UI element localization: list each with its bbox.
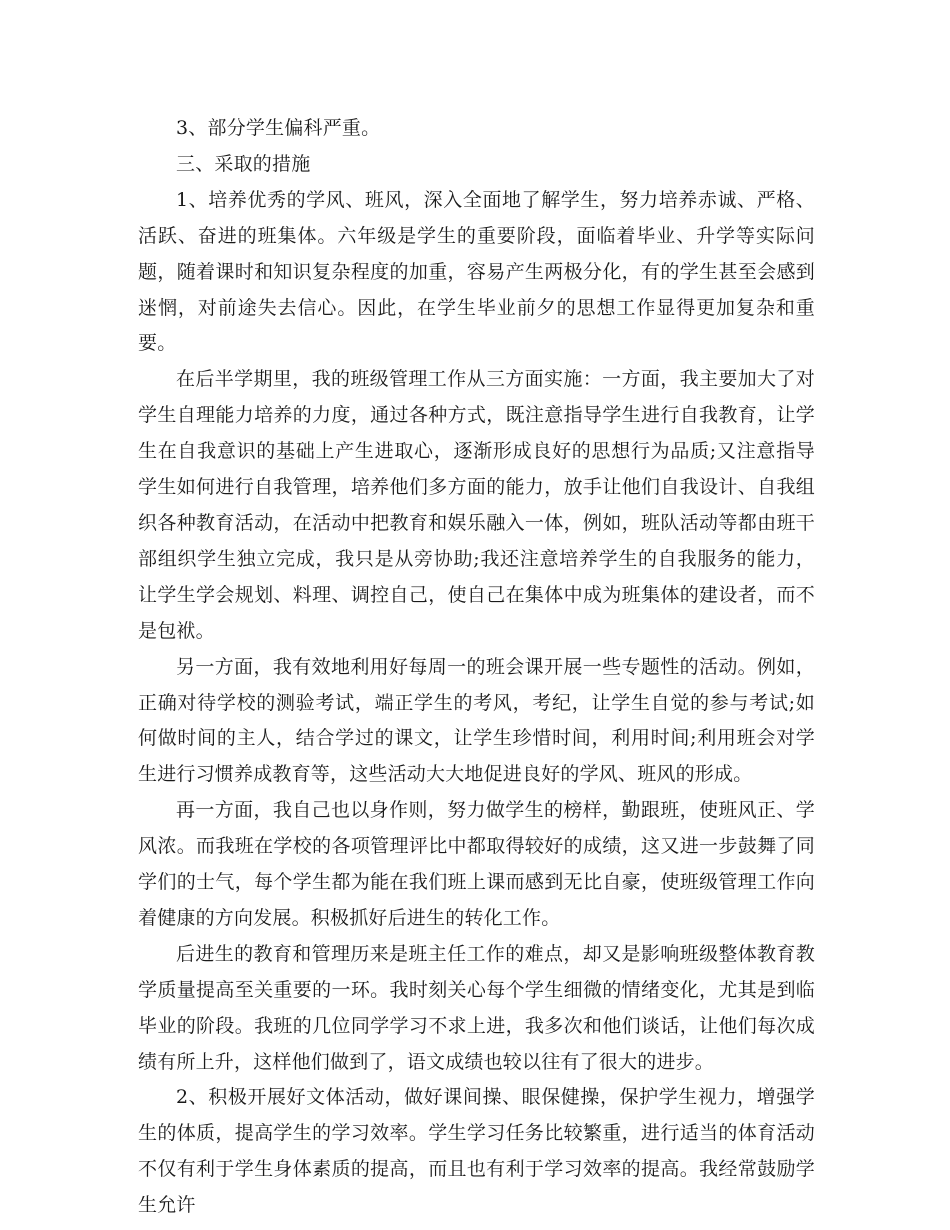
paragraph-6: 再一方面，我自己也以身作则，努力做学生的榜样，勤跟班，使班风正、学风浓。而我班在学校的各项管理评比中都取得较好的成绩，这又进一步鼓舞了同学们的士气，每个学生都为能在我们班上课而感到无比自豪，使班级管理工作向着健康的方向发展。积极抓好后进生的转化工作。 bbox=[138, 799, 815, 929]
paragraph-7: 后进生的教育和管理历来是班主任工作的难点，却又是影响班级整体教育教学质量提高至关重要的一环。我时刻关心每个学生细微的情绪变化，尤其是到临毕业的阶段。我班的几位同学学习不求上进，我多次和他们谈话，让他们每次成绩有所上升，这样他们做到了，语文成绩也较以往有了很大的进步。 bbox=[138, 942, 815, 1073]
paragraph-3: 1、培养优秀的学风、班风，深入全面地了解学生，努力培养赤诚、严格、活跃、奋进的班集体。六年级是学生的重要阶段，面临着毕业、升学等实际问题，随着课时和知识复杂程度的加重，容易产生两极分化，有的学生甚至会感到迷惘，对前途失去信心。因此，在学生毕业前夕的思想工作显得更加复杂和重要。 bbox=[138, 188, 815, 355]
section-heading-measures: 三、采取的措施 bbox=[176, 152, 311, 175]
paragraph-5: 另一方面，我有效地利用好每周一的班会课开展一些专题性的活动。例如，正确对待学校的测验考试，端正学生的考风，考纪，让学生自觉的参与考试;如何做时间的主人，结合学过的课文，让学生珍惜时间，利用时间;利用班会对学生进行习惯养成教育等，这些活动大大地促进良好的学风、班风的形成。 bbox=[138, 655, 815, 786]
paragraph-1: 3、部分学生偏科严重。 bbox=[176, 117, 381, 139]
document-body bbox=[138, 111, 815, 1224]
paragraph-4: 在后半学期里，我的班级管理工作从三方面实施：一方面，我主要加大了对学生自理能力培养的力度，通过各种方式，既注意指导学生进行自我教育，让学生在自我意识的基础上产生进取心，逐渐形成良好的思想行为品质;又注意指导学生如何进行自我管理，培养他们多方面的能力，放手让他们自我设计、自我组织各种教育活动，在活动中把教育和娱乐融入一体，例如，班队活动等都由班干部组织学生独立完成，我只是从旁协助;我还注意培养学生的自我服务的能力，让学生学会规划、料理、调控自己，使自己在集体中成为班集体的建设者，而不是包袱。 bbox=[138, 368, 815, 642]
paragraph-8: 2、积极开展好文体活动，做好课间操、眼保健操，保护学生视力，增强学生的体质，提高学生的学习效率。学生学习任务比较繁重，进行适当的体育活动不仅有利于学生身体素质的提高，而且也有利于学习效率的提高。我经常鼓励学生允许 bbox=[138, 1086, 815, 1217]
